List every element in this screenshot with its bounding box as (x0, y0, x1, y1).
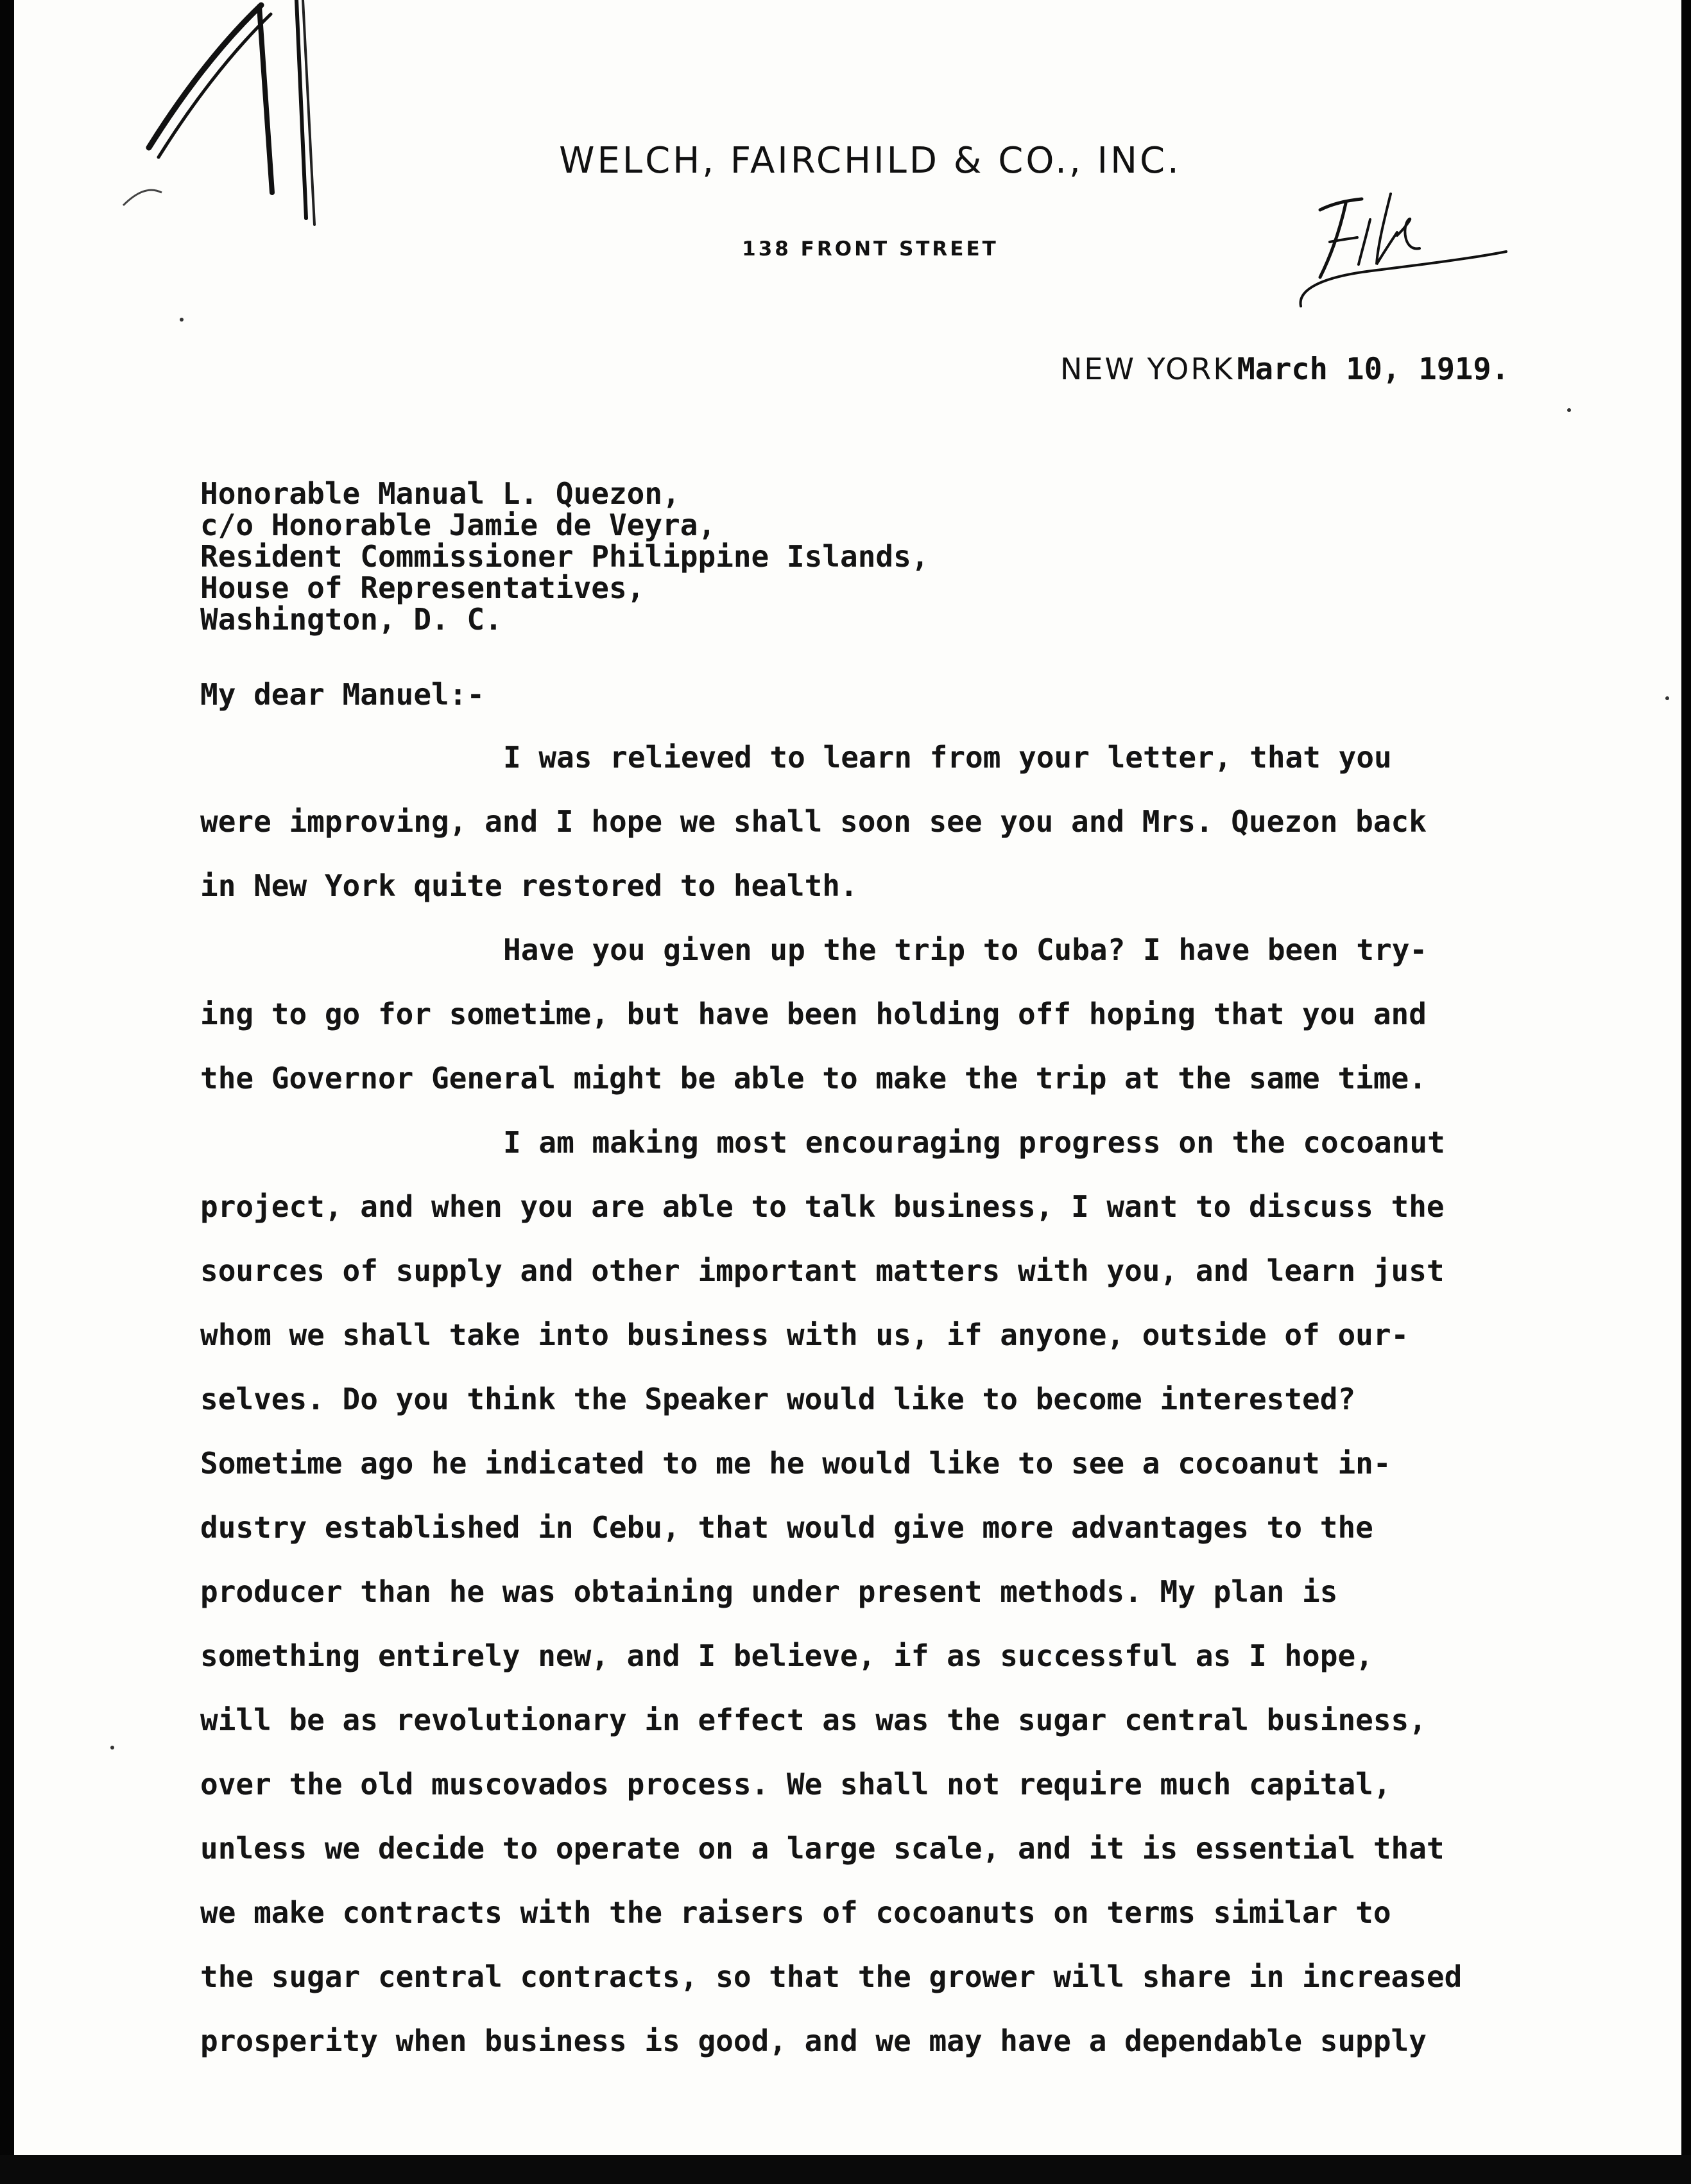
body-line: prosperity when business is good, and we may have a dependable supply (200, 2024, 1427, 2058)
scan-border (0, 2155, 1691, 2184)
body-line: will be as revolutionary in effect as was the sugar central business, (200, 1703, 1427, 1737)
place-and-date (1060, 352, 1509, 387)
salutation: My dear Manuel:- (200, 677, 485, 712)
body-line: in New York quite restored to health. (200, 868, 858, 903)
body-line: something entirely new, and I believe, if as successful as I hope, (200, 1638, 1373, 1673)
address-line: House of Representatives, (200, 571, 645, 605)
address-line: c/o Honorable Jamie de Veyra, (200, 508, 716, 542)
handwritten-corner-mark (110, 0, 367, 231)
recipient-address (200, 478, 929, 635)
body-line: unless we decide to operate on a large scale, and it is essential that (200, 1831, 1445, 1866)
letter-page (14, 0, 1681, 2155)
address-line: Washington, D. C. (200, 602, 502, 637)
letterhead-city: NEW YORK (1060, 352, 1235, 386)
body-line: ing to go for sometime, but have been holding off hoping that you and (200, 997, 1427, 1031)
body-line: selves. Do you think the Speaker would like to become interested? (200, 1382, 1356, 1416)
body-line: the Governor General might be able to make the trip at the same time. (200, 1061, 1427, 1096)
body-line: over the old muscovados process. We shall not require much capital, (200, 1767, 1391, 1801)
paper-speck (110, 1746, 114, 1750)
body-line: the sugar central contracts, so that the grower will share in increased (200, 1959, 1463, 1994)
body-line: whom we shall take into business with us, if anyone, outside of our- (200, 1318, 1409, 1352)
paper-speck (1665, 696, 1669, 700)
letterhead-street-address: 138 FRONT STREET (742, 237, 999, 261)
address-line: Resident Commissioner Philippine Islands, (200, 539, 929, 574)
body-line: were improving, and I hope we shall soon see you and Mrs. Quezon back (200, 804, 1427, 839)
body-line: dustry established in Cebu, that would give more advantages to the (200, 1510, 1373, 1545)
body-line: sources of supply and other important matters with you, and learn just (200, 1253, 1445, 1288)
letterhead-company-name: WELCH, FAIRCHILD & CO., INC. (559, 140, 1181, 182)
body-line: I was relieved to learn from your letter, that you (503, 740, 1392, 775)
handwritten-file-note (1294, 181, 1513, 309)
body-line: producer than he was obtaining under present methods. My plan is (200, 1574, 1338, 1609)
letter-body (200, 741, 1462, 2089)
body-line: I am making most encouraging progress on the cocoanut (503, 1125, 1445, 1160)
address-line: Honorable Manual L. Quezon, (200, 476, 680, 511)
body-line: Have you given up the trip to Cuba? I have been try- (503, 933, 1428, 967)
paper-speck (1567, 408, 1571, 412)
paper-speck (180, 318, 184, 322)
body-line: we make contracts with the raisers of cocoanuts on terms similar to (200, 1895, 1391, 1930)
letter-date: March 10, 1919. (1237, 352, 1509, 387)
body-line: project, and when you are able to talk business, I want to discuss the (200, 1189, 1445, 1224)
body-line: Sometime ago he indicated to me he would like to see a cocoanut in- (200, 1446, 1391, 1481)
